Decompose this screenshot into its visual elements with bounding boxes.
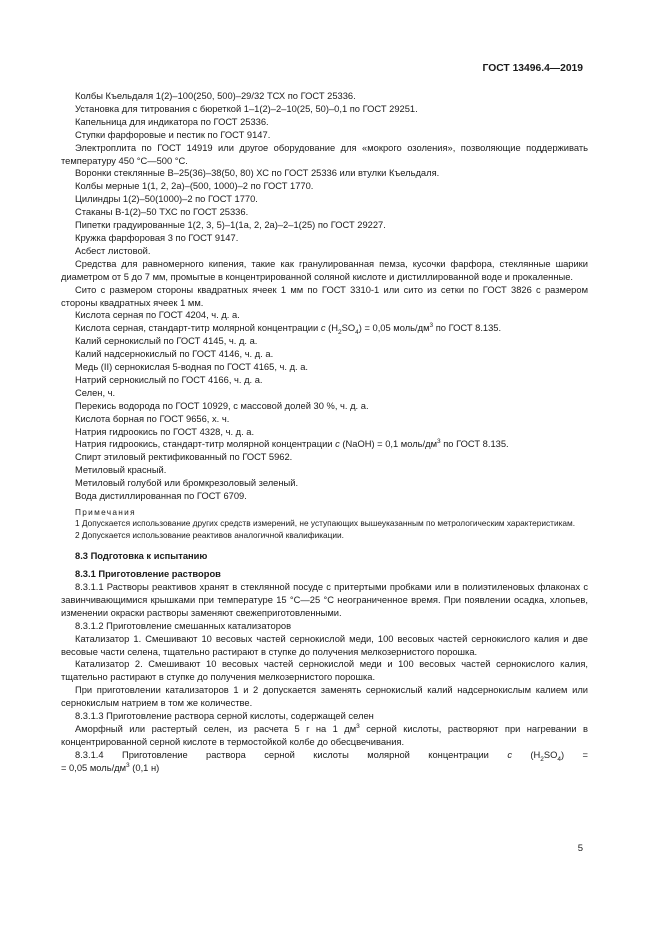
paragraph-8-3-1-2: 8.3.1.2 Приготовление смешанных катализаторов <box>75 620 292 631</box>
equipment-item: Ступки фарфоровые и пестик по ГОСТ 9147. <box>75 129 271 140</box>
reagent-item: Медь (II) сернокислая 5-водная по ГОСТ 4165, ч. д. а. <box>75 362 309 373</box>
notes-title: Примечания <box>75 507 136 517</box>
reagent-item: Кислота серная по ГОСТ 4204, ч. д. а. <box>75 310 240 321</box>
paragraph-8-3-1-1: 8.3.1.1 Растворы реактивов хранят в стеклянной посуде с притертыми пробками или в полиэтиленовых флаконах с завинчивающимися крышками при температуре 15 °С—25 °С неограниченное время. При появлении осадка, хлопьев, изменении окраски растворы заменяют свежеприготовленными. <box>61 582 588 618</box>
equipment-list <box>61 90 588 309</box>
standard-header: ГОСТ 13496.4—2019 <box>482 63 583 74</box>
equipment-item: Кружка фарфоровая 3 по ГОСТ 9147. <box>75 232 239 243</box>
reagent-item: Кислота борная по ГОСТ 9656, х. ч. <box>75 413 230 424</box>
equipment-item: Асбест листовой. <box>75 245 151 256</box>
section-heading-8-3-1: 8.3.1 Приготовление растворов <box>75 569 221 580</box>
note-item: 1 Допускается использование других средств измерений, не уступающих вышеуказанным по метрологическим характеристикам. <box>75 518 576 529</box>
catalyst-note-paragraph: При приготовлении катализаторов 1 и 2 допускается заменять сернокислый калий надсернокислым калием или сернокислым натрием в том же количестве. <box>61 685 588 709</box>
reagent-item: Калий сернокислый по ГОСТ 4145, ч. д. а. <box>75 336 258 347</box>
equipment-item: Сито с размером стороны квадратных ячеек 1 мм по ГОСТ 3310-1 или сито из сетки по ГОСТ 3826 с размером стороны квадратных ячеек 1 мм. <box>61 284 588 308</box>
reagent-item: Перекись водорода по ГОСТ 10929, с массовой долей 30 %, ч. д. а. <box>75 400 369 411</box>
paragraph-8-3-1-4-continued: = 0,05 моль/$дм^3$ (0,1 н) <box>61 761 160 773</box>
reagent-item: Селен, ч. <box>75 387 116 398</box>
reagent-item: Метиловый красный. <box>75 465 167 476</box>
reagent-item: Спирт этиловый ректификованный по ГОСТ 5962. <box>75 452 293 463</box>
equipment-item: Электроплита по ГОСТ 14919 или другое оборудование для «мокрого озоления», позволяющие поддерживать температуру 450 °С—500 °С. <box>61 142 588 166</box>
equipment-item: Средства для равномерного кипения, такие как гранулированная пемза, кусочки фарфора, стеклянные шарики диаметром от 5 до 7 мм, промытые в концентрированной соляной кислоте и дистиллированной воде и прокаленные. <box>61 258 588 282</box>
catalyst-2-paragraph: Катализатор 2. Смешивают 10 весовых частей сернокислой меди и 100 весовых частей сернокислого калия, тщательно растирают в ступке до получения мелкозернистого порошка. <box>61 659 588 683</box>
catalyst-1-paragraph: Катализатор 1. Смешивают 10 весовых частей сернокислой меди, 100 весовых частей сернокислого калия и две весовые части селена, тщательно растирают в ступке до получения мелкозернистого порошка. <box>61 633 588 657</box>
paragraph-8-3-1-4: 8.3.1.4 Приготовление раствора серной кислоты молярной концентрации c $(H_2SO_4)$ = <box>75 749 588 763</box>
selenium-paragraph: Аморфный или растертый селен, из расчета 5 г на 1 $дм^3$ серной кислоты, растворяют при нагревании в концентрированной серной кислоте в термостойкой колбе до обесцвечивания. <box>61 722 588 747</box>
page-number: 5 <box>577 843 583 854</box>
equipment-item: Пипетки градуированные 1(2, 3, 5)–1(1а, 2, 2а)–2–1(25) по ГОСТ 29227. <box>75 220 386 231</box>
equipment-item: Установка для титрования с бюреткой 1–1(2)–2–10(25, 50)–0,1 по ГОСТ 29251. <box>75 103 418 114</box>
equipment-item: Колбы мерные 1(1, 2, 2а)–(500, 1000)–2 по ГОСТ 1770. <box>75 181 314 192</box>
reagent-item: Вода дистиллированная по ГОСТ 6709. <box>75 491 247 502</box>
notes-block <box>61 507 588 541</box>
equipment-item: Капельница для индикатора по ГОСТ 25336. <box>75 116 269 127</box>
reagent-item: Метиловый голубой или бромкрезоловый зеленый. <box>75 478 299 489</box>
section-heading-8-3: 8.3 Подготовка к испытанию <box>75 551 208 562</box>
equipment-item: Цилиндры 1(2)–50(1000)–2 по ГОСТ 1770. <box>75 194 258 205</box>
document-body <box>61 90 588 775</box>
paragraph-8-3-1-3: 8.3.1.3 Приготовление раствора серной кислоты, содержащей селен <box>75 711 374 722</box>
reagent-item: Натрия гидроокись по ГОСТ 4328, ч. д. а. <box>75 426 255 437</box>
reagent-item-naoh-titr: Натрия гидроокись, стандарт-титр молярной концентрации c (NaOH) = 0,1 моль/$дм^3$ по ГОСТ 8.135. <box>75 438 509 450</box>
reagent-item: Натрий сернокислый по ГОСТ 4166, ч. д. а. <box>75 374 263 385</box>
equipment-item: Стаканы В-1(2)–50 ТХС по ГОСТ 25336. <box>75 207 249 218</box>
equipment-item: Воронки стеклянные В–25(36)–38(50, 80) ХС по ГОСТ 25336 или втулки Къельдаля. <box>75 168 440 179</box>
equipment-item: Колбы Къельдаля 1(2)–100(250, 500)–29/32 ТСХ по ГОСТ 25336. <box>75 91 356 101</box>
reagents-list <box>61 309 588 503</box>
reagent-item: Калий надсернокислый по ГОСТ 4146, ч. д. а. <box>75 349 274 360</box>
note-item: 2 Допускается использование реактивов аналогичной квалификации. <box>75 529 344 540</box>
reagent-item-sulfuric-titr: Кислота серная, стандарт-титр молярной концентрации c $(H_2SO_4) = 0,05$ моль/$дм^3$ по ГОСТ 8.135. <box>75 322 502 337</box>
